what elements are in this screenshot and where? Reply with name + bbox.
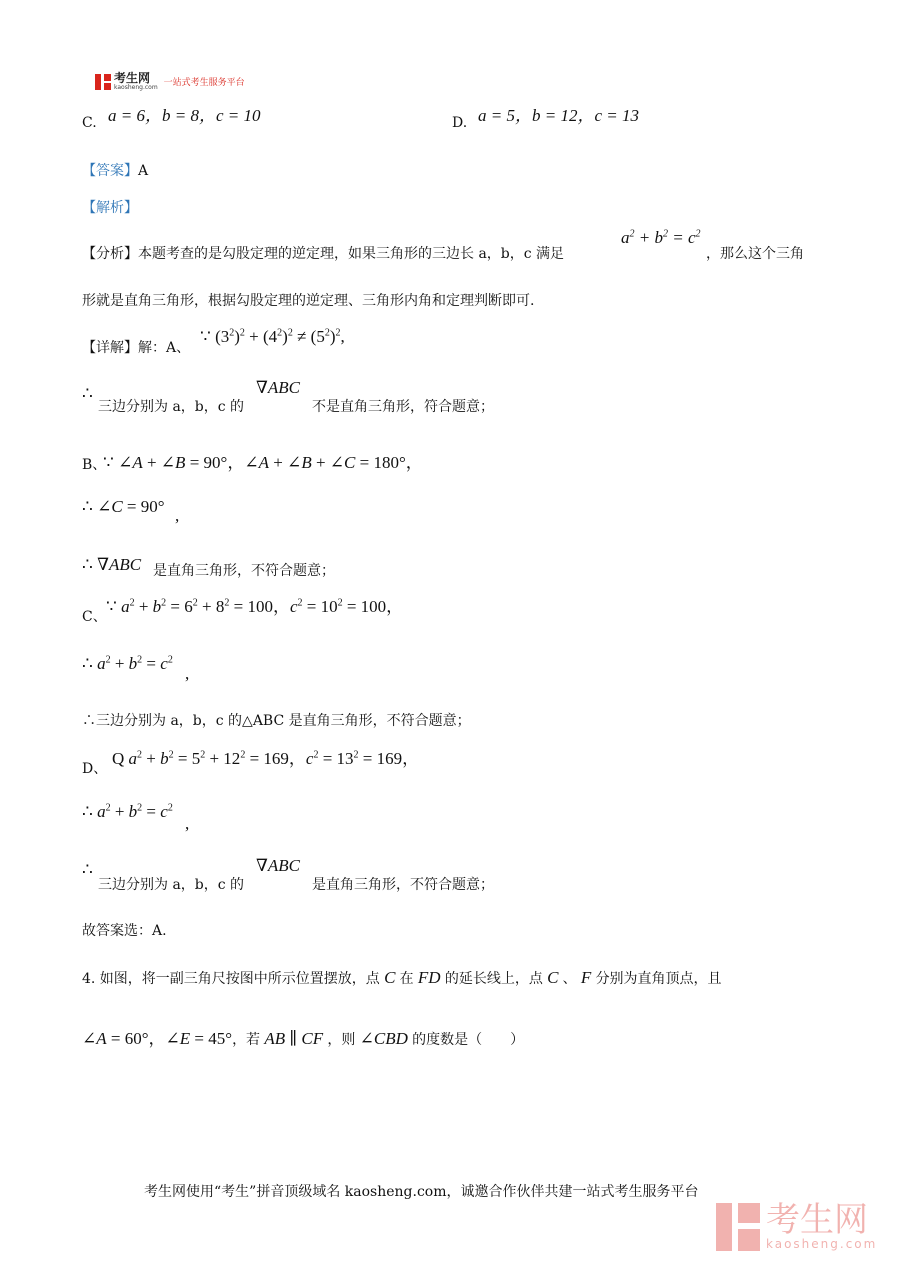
formula-c1: ∵ $a^2 + b^2 = 6^2 + 8^2 = 100$，$c^2 = 10^2 = 100$，	[106, 597, 404, 616]
detail-tag: 【详解】	[82, 340, 138, 356]
fenxi-tag: 【分析】	[82, 246, 138, 262]
formula-b3-abc: ∴ ∇ABC	[82, 555, 142, 574]
q4-line2	[82, 1024, 524, 1049]
q4-point-c: C	[379, 968, 400, 987]
watermark-logo-icon	[716, 1203, 760, 1251]
fenxi-text1: 本题考查的是勾股定理的逆定理，如果三角形的三边长 a，b，c 满足	[138, 246, 565, 262]
q4-text-b: 在	[399, 971, 414, 987]
logo-text: 考生网	[114, 71, 151, 85]
therefore-a: ∴	[82, 384, 93, 403]
detail-d3-abc: ∇ABC	[256, 856, 300, 875]
q4-text-d: 、	[562, 971, 577, 987]
q4-angle-cbd: ∠CBD	[355, 1029, 408, 1048]
q4-fd: FD	[413, 968, 445, 987]
detail-intro: 解：A、	[138, 340, 191, 356]
option-c-label: C.	[82, 115, 97, 131]
detail-a2-text: 三边分别为 a，b，c 的	[98, 399, 245, 415]
fenxi-line2: 形就是直角三角形，根据勾股定理的逆定理、三角形内角和定理判断即可.	[82, 293, 535, 309]
formula-d1: Q $a^2 + b^2 = 5^2 + 12^2 = 169$，$c^2 = 13^2 = 169$，	[112, 749, 420, 768]
detail-b3-text: 是直角三角形，不符合题意；	[153, 563, 335, 579]
q4-text-e: 分别为直角顶点，且	[595, 971, 722, 987]
fenxi-formula: $a^2 + b^2 = c^2$	[621, 228, 701, 247]
detail-d-prefix: D、	[82, 761, 108, 777]
q4-point-c2: C	[542, 968, 563, 987]
footer-text: 考生网使用“考生”拼音顶级域名 kaosheng.com，诚邀合作伙伴共建一站式考生服务平台	[144, 1184, 699, 1200]
q4-text-a: 4. 如图，将一副三角尺按图中所示位置摆放，点	[82, 971, 380, 987]
fenxi-text2: ，那么这个三角	[706, 246, 804, 262]
q4-text-f: ，若	[232, 1032, 261, 1048]
option-d-label: D.	[452, 115, 468, 131]
q4-parallel: AB ∥ CF	[260, 1029, 328, 1048]
detail-b-prefix: B、	[82, 457, 107, 473]
logo-slogan: 一站式考生服务平台	[163, 78, 245, 88]
comma-d2: ,	[185, 814, 190, 833]
detail-d3-end: 是直角三角形，不符合题意；	[312, 877, 494, 893]
watermark-text: 考生网	[766, 1200, 868, 1240]
fenxi-line1	[82, 243, 564, 263]
formula-b2: ∴ ∠C = 90°	[82, 497, 165, 516]
comma-c2: ,	[185, 664, 190, 683]
detail-a2-abc: ∇ABC	[256, 378, 300, 397]
detail-c3: ∴三边分别为 a，b，c 的△ABC 是直角三角形，不符合题意；	[82, 713, 471, 729]
analysis-tag: 【解析】	[82, 200, 138, 216]
comma-b2: ,	[175, 506, 180, 525]
detail-d3-text: 三边分别为 a，b，c 的	[98, 877, 245, 893]
q4-line1	[82, 968, 722, 988]
formula-a1: ∵ $(3^2)^2 + (4^2)^2 \ne (5^2)^2$,	[200, 327, 345, 346]
q4-text-h: 的度数是（ ）	[412, 1032, 525, 1048]
formula-d2: ∴ $a^2 + b^2 = c^2$	[82, 802, 173, 821]
answer-line	[82, 160, 148, 180]
answer-tag: 【答案】	[82, 163, 138, 179]
logo-sub: kaosheng.com	[114, 84, 158, 91]
therefore-d: ∴	[82, 860, 93, 879]
q4-angle-a: ∠A = 60°，∠E = 45°	[82, 1029, 233, 1048]
watermark-sub: kaosheng.com	[766, 1237, 878, 1251]
option-d-math: a = 5，b = 12，c = 13	[478, 106, 639, 125]
header-logo	[95, 72, 245, 91]
detail-a2-end: 不是直角三角形，符合题意；	[312, 399, 494, 415]
detail-c-prefix: C、	[82, 609, 107, 625]
q4-point-f: F	[576, 968, 596, 987]
option-c-math: a = 6，b = 8，c = 10	[108, 106, 261, 125]
formula-b1: ∵ ∠A + ∠B = 90°，∠A + ∠B + ∠C = 180°，	[103, 453, 423, 472]
q4-text-c: 的延长线上，点	[444, 971, 543, 987]
formula-c2: ∴ $a^2 + b^2 = c^2$	[82, 654, 173, 673]
detail-line-a	[82, 337, 190, 357]
conclusion: 故答案选：A.	[82, 923, 167, 939]
q4-text-g: ，则	[327, 1032, 356, 1048]
answer-value: A	[138, 163, 149, 179]
footer-watermark	[716, 1200, 878, 1251]
logo-icon	[95, 74, 111, 90]
